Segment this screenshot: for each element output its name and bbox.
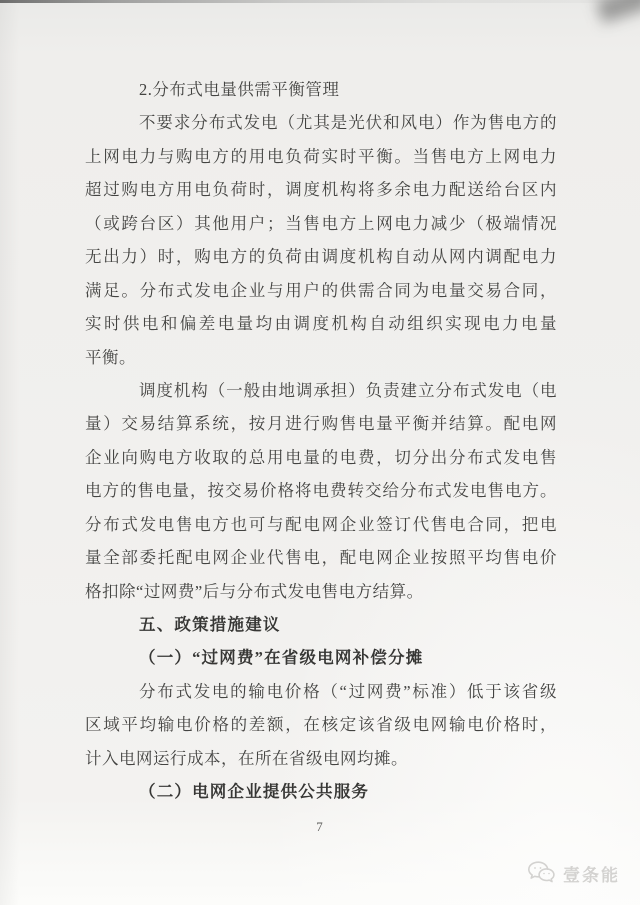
text-line: 满足。分布式发电企业与用户的供需合同为电量交易合同，: [85, 280, 557, 300]
text-line: 分布式发电的输电价格（“过网费”标准）低于该省级: [139, 681, 557, 701]
text-line: 分布式发电售电方也可与配电网企业签订代售电合同，把电: [85, 514, 557, 534]
text-line: 量全部委托配电网企业代售电，配电网企业按照平均售电价: [85, 548, 557, 568]
watermark-label: 壹条能: [563, 865, 620, 885]
heading-line: 五、政策措施建议: [139, 615, 281, 634]
text-line: 实时供电和偏差电量均由调度机构自动组织实现电力电量: [85, 314, 557, 334]
text-line: 上网电力与购电方的用电负荷实时平衡。当售电方上网电力: [85, 146, 557, 166]
text-line: 电方的售电量，按交易价格将电费转交给分布式发电售电方。: [85, 481, 557, 501]
text-line: 调度机构（一般由地调承担）负责建立分布式发电（电: [139, 380, 557, 400]
scan-corner-smudge: [596, 0, 640, 23]
text-line: （或跨台区）其他用户；当售电方上网电力减少（极端情况: [85, 213, 557, 233]
text-line: 区域平均输电价格的差额，在核定该省级电网输电价格时，: [85, 715, 557, 735]
text-line: 平衡。: [85, 347, 136, 367]
heading-line: （二）电网企业提供公共服务: [139, 782, 370, 802]
text-line: 无出力）时，购电方的负荷由调度机构自动从网内调配电力: [85, 247, 557, 267]
text-line: 量）交易结算系统，按月进行购售电量平衡并结算。配电网: [85, 414, 557, 434]
text-line: 格扣除“过网费”后与分布式发电售电方结算。: [85, 581, 424, 601]
document-text: [85, 73, 557, 809]
text-line: 2.分布式电量供需平衡管理: [139, 80, 340, 99]
text-line: 计入电网运行成本，在所在省级电网均摊。: [85, 748, 408, 768]
scan-top-edge-shadow: [0, 0, 640, 3]
wechat-icon: [526, 859, 558, 887]
text-line: 超过购电方用电负荷时，调度机构将多余电力配送给台区内: [85, 180, 557, 200]
text-line: 企业向购电方收取的总用电量的电费，切分出分布式发电售: [85, 447, 557, 467]
text-line: 不要求分布式发电（尤其是光伏和风电）作为售电方的: [139, 113, 557, 133]
heading-line: （一）“过网费”在省级电网补偿分摊: [139, 648, 424, 668]
page-number: 7: [316, 819, 324, 834]
watermark: [526, 859, 620, 887]
